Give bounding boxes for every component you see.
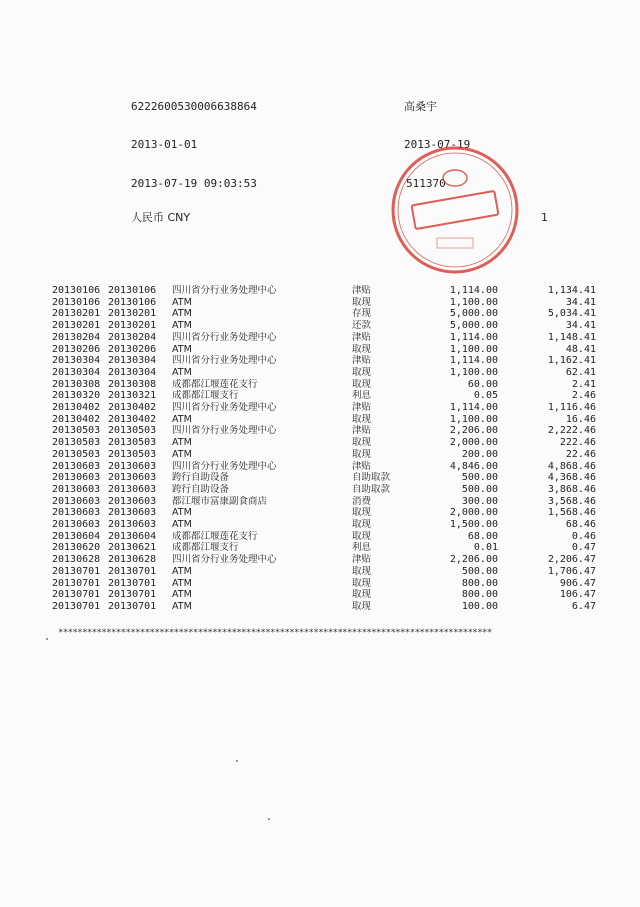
page-number: 1 bbox=[541, 211, 548, 224]
tx-balance: 106.47 bbox=[559, 589, 596, 601]
tx-description: ATM bbox=[172, 437, 192, 449]
tx-type: 取现 bbox=[352, 378, 372, 390]
tx-balance: 6.47 bbox=[571, 600, 596, 612]
transaction-table bbox=[52, 285, 596, 613]
table-row bbox=[52, 472, 596, 484]
tx-amount: 1,100.00 bbox=[449, 296, 498, 308]
tx-value-date: 20130308 bbox=[108, 378, 157, 390]
table-row bbox=[52, 484, 596, 496]
tx-amount: 68.00 bbox=[467, 530, 498, 542]
tx-date: 20130304 bbox=[52, 355, 101, 367]
tx-amount: 500.00 bbox=[461, 472, 498, 484]
tx-value-date: 20130503 bbox=[108, 448, 157, 460]
tx-value-date: 20130201 bbox=[108, 308, 157, 320]
table-row bbox=[52, 379, 596, 391]
tx-description: 跨行自助设备 bbox=[172, 472, 230, 484]
tx-balance: 68.46 bbox=[565, 519, 596, 531]
tx-description: ATM bbox=[172, 448, 192, 460]
tx-description: 四川省分行业务处理中心 bbox=[172, 355, 277, 367]
tx-description: ATM bbox=[172, 320, 192, 332]
tx-description: 成都都江堰莲花支行 bbox=[172, 378, 258, 390]
tx-date: 20130201 bbox=[52, 320, 101, 332]
tx-amount: 1,114.00 bbox=[449, 355, 498, 367]
tx-type: 取现 bbox=[352, 448, 372, 460]
scan-speck bbox=[46, 638, 48, 640]
tx-date: 20130503 bbox=[52, 437, 101, 449]
tx-date: 20130206 bbox=[52, 343, 101, 355]
tx-description: 成都都江堰支行 bbox=[172, 390, 239, 402]
tx-type: 自助取款 bbox=[352, 483, 391, 495]
tx-value-date: 20130106 bbox=[108, 285, 157, 296]
table-row bbox=[52, 297, 596, 309]
tx-type: 消费 bbox=[352, 495, 372, 507]
tx-date: 20130701 bbox=[52, 600, 101, 612]
tx-amount: 2,000.00 bbox=[449, 437, 498, 449]
tx-date: 20130106 bbox=[52, 285, 101, 296]
tx-description: ATM bbox=[172, 366, 192, 378]
table-row bbox=[52, 601, 596, 613]
table-row bbox=[52, 578, 596, 590]
tx-description: ATM bbox=[172, 296, 192, 308]
tx-date: 20130201 bbox=[52, 308, 101, 320]
tx-description: 四川省分行业务处理中心 bbox=[172, 460, 277, 472]
tx-type: 津贴 bbox=[352, 554, 372, 566]
account-number: 6222600530006638864 bbox=[131, 100, 257, 113]
tx-value-date: 20130603 bbox=[108, 483, 157, 495]
tx-value-date: 20130603 bbox=[108, 460, 157, 472]
tx-value-date: 20130621 bbox=[108, 542, 157, 554]
table-row bbox=[52, 461, 596, 473]
tx-value-date: 20130603 bbox=[108, 472, 157, 484]
table-row bbox=[52, 531, 596, 543]
tx-balance: 1,706.47 bbox=[547, 565, 596, 577]
tx-amount: 300.00 bbox=[461, 495, 498, 507]
tx-amount: 1,500.00 bbox=[449, 519, 498, 531]
tx-type: 利息 bbox=[352, 390, 372, 402]
tx-type: 取现 bbox=[352, 507, 372, 519]
tx-date: 20130701 bbox=[52, 577, 101, 589]
tx-date: 20130402 bbox=[52, 402, 101, 414]
tx-amount: 1,114.00 bbox=[449, 402, 498, 414]
tx-description: 四川省分行业务处理中心 bbox=[172, 402, 277, 414]
tx-balance: 3,868.46 bbox=[547, 483, 596, 495]
table-row bbox=[52, 437, 596, 449]
table-row bbox=[52, 589, 596, 601]
tx-description: ATM bbox=[172, 413, 192, 425]
tx-value-date: 20130701 bbox=[108, 565, 157, 577]
tx-value-date: 20130603 bbox=[108, 495, 157, 507]
end-of-statement-line: ****************************************************************************************** bbox=[58, 628, 492, 638]
tx-balance: 1,148.41 bbox=[547, 331, 596, 343]
tx-amount: 2,000.00 bbox=[449, 507, 498, 519]
tx-balance: 1,116.46 bbox=[547, 402, 596, 414]
tx-value-date: 20130603 bbox=[108, 519, 157, 531]
tx-amount: 0.01 bbox=[473, 542, 498, 554]
tx-date: 20130402 bbox=[52, 413, 101, 425]
tx-balance: 906.47 bbox=[559, 577, 596, 589]
tx-amount: 4,846.00 bbox=[449, 460, 498, 472]
tx-value-date: 20130701 bbox=[108, 577, 157, 589]
table-row bbox=[52, 390, 596, 402]
tx-date: 20130603 bbox=[52, 483, 101, 495]
tx-balance: 1,134.41 bbox=[547, 285, 596, 296]
tx-description: 成都都江堰莲花支行 bbox=[172, 530, 258, 542]
tx-amount: 2,206.00 bbox=[449, 425, 498, 437]
tx-description: 成都都江堰支行 bbox=[172, 542, 239, 554]
tx-type: 津贴 bbox=[352, 425, 372, 437]
tx-value-date: 20130201 bbox=[108, 320, 157, 332]
tx-description: ATM bbox=[172, 577, 192, 589]
tx-value-date: 20130304 bbox=[108, 366, 157, 378]
tx-date: 20130304 bbox=[52, 366, 101, 378]
tx-type: 津贴 bbox=[352, 460, 372, 472]
tx-date: 20130603 bbox=[52, 507, 101, 519]
tx-description: ATM bbox=[172, 519, 192, 531]
tx-value-date: 20130503 bbox=[108, 437, 157, 449]
tx-amount: 1,114.00 bbox=[449, 331, 498, 343]
tx-value-date: 20130402 bbox=[108, 402, 157, 414]
tx-balance: 1,568.46 bbox=[547, 507, 596, 519]
tx-type: 还款 bbox=[352, 320, 372, 332]
tx-description: 四川省分行业务处理中心 bbox=[172, 285, 277, 296]
table-row bbox=[52, 554, 596, 566]
tx-description: ATM bbox=[172, 343, 192, 355]
tx-value-date: 20130628 bbox=[108, 554, 157, 566]
tx-type: 取现 bbox=[352, 437, 372, 449]
table-row bbox=[52, 308, 596, 320]
tx-amount: 2,206.00 bbox=[449, 554, 498, 566]
tx-amount: 5,000.00 bbox=[449, 308, 498, 320]
tx-type: 取现 bbox=[352, 530, 372, 542]
tx-description: ATM bbox=[172, 507, 192, 519]
tx-value-date: 20130204 bbox=[108, 331, 157, 343]
tx-balance: 2.41 bbox=[571, 378, 596, 390]
tx-amount: 100.00 bbox=[461, 600, 498, 612]
tx-value-date: 20130701 bbox=[108, 589, 157, 601]
tx-balance: 2,206.47 bbox=[547, 554, 596, 566]
start-date: 2013-01-01 bbox=[131, 138, 198, 151]
tx-balance: 0.46 bbox=[571, 530, 596, 542]
tx-amount: 800.00 bbox=[461, 577, 498, 589]
tx-amount: 60.00 bbox=[467, 378, 498, 390]
tx-value-date: 20130304 bbox=[108, 355, 157, 367]
tx-date: 20130701 bbox=[52, 589, 101, 601]
tx-value-date: 20130503 bbox=[108, 425, 157, 437]
tx-value-date: 20130402 bbox=[108, 413, 157, 425]
tx-date: 20130620 bbox=[52, 542, 101, 554]
tx-date: 20130604 bbox=[52, 530, 101, 542]
tx-type: 取现 bbox=[352, 600, 372, 612]
tx-date: 20130503 bbox=[52, 425, 101, 437]
tx-date: 20130603 bbox=[52, 495, 101, 507]
tx-date: 20130503 bbox=[52, 448, 101, 460]
table-row bbox=[52, 355, 596, 367]
tx-balance: 2.46 bbox=[571, 390, 596, 402]
tx-date: 20130106 bbox=[52, 296, 101, 308]
tx-type: 津贴 bbox=[352, 285, 372, 296]
tx-amount: 1,100.00 bbox=[449, 366, 498, 378]
table-row bbox=[52, 367, 596, 379]
table-row bbox=[52, 449, 596, 461]
tx-amount: 1,100.00 bbox=[449, 413, 498, 425]
tx-value-date: 20130701 bbox=[108, 600, 157, 612]
tx-balance: 222.46 bbox=[559, 437, 596, 449]
tx-description: 四川省分行业务处理中心 bbox=[172, 331, 277, 343]
table-row bbox=[52, 332, 596, 344]
scan-speck bbox=[236, 760, 238, 762]
tx-date: 20130603 bbox=[52, 460, 101, 472]
bank-seal-stamp bbox=[385, 140, 525, 280]
tx-type: 津贴 bbox=[352, 331, 372, 343]
tx-balance: 48.41 bbox=[565, 343, 596, 355]
tx-date: 20130628 bbox=[52, 554, 101, 566]
scan-speck bbox=[268, 818, 270, 820]
tx-type: 取现 bbox=[352, 296, 372, 308]
tx-type: 津贴 bbox=[352, 355, 372, 367]
tx-type: 存现 bbox=[352, 308, 372, 320]
tx-value-date: 20130603 bbox=[108, 507, 157, 519]
table-row bbox=[52, 496, 596, 508]
tx-amount: 0.05 bbox=[473, 390, 498, 402]
tx-description: ATM bbox=[172, 589, 192, 601]
table-row bbox=[52, 507, 596, 519]
tx-date: 20130320 bbox=[52, 390, 101, 402]
tx-description: 四川省分行业务处理中心 bbox=[172, 554, 277, 566]
tx-type: 津贴 bbox=[352, 402, 372, 414]
tx-amount: 800.00 bbox=[461, 589, 498, 601]
tx-type: 取现 bbox=[352, 343, 372, 355]
tx-date: 20130603 bbox=[52, 519, 101, 531]
currency: 人民币 CNY bbox=[131, 211, 191, 224]
tx-amount: 1,100.00 bbox=[449, 343, 498, 355]
tx-type: 取现 bbox=[352, 519, 372, 531]
tx-type: 利息 bbox=[352, 542, 372, 554]
tx-value-date: 20130604 bbox=[108, 530, 157, 542]
tx-description: 四川省分行业务处理中心 bbox=[172, 425, 277, 437]
tx-balance: 16.46 bbox=[565, 413, 596, 425]
tx-description: ATM bbox=[172, 600, 192, 612]
tx-balance: 62.41 bbox=[565, 366, 596, 378]
tx-amount: 200.00 bbox=[461, 448, 498, 460]
tx-value-date: 20130321 bbox=[108, 390, 157, 402]
tx-balance: 34.41 bbox=[565, 296, 596, 308]
tx-balance: 2,222.46 bbox=[547, 425, 596, 437]
tx-type: 取现 bbox=[352, 565, 372, 577]
tx-value-date: 20130206 bbox=[108, 343, 157, 355]
table-row bbox=[52, 542, 596, 554]
table-row bbox=[52, 566, 596, 578]
tx-type: 取现 bbox=[352, 589, 372, 601]
tx-amount: 5,000.00 bbox=[449, 320, 498, 332]
code-text: 511370 bbox=[406, 177, 446, 190]
table-row bbox=[52, 425, 596, 437]
tx-balance: 4,368.46 bbox=[547, 472, 596, 484]
tx-date: 20130701 bbox=[52, 565, 101, 577]
tx-type: 取现 bbox=[352, 577, 372, 589]
tx-balance: 1,162.41 bbox=[547, 355, 596, 367]
print-time: 2013-07-19 09:03:53 bbox=[131, 177, 257, 190]
table-row bbox=[52, 344, 596, 356]
tx-type: 自助取款 bbox=[352, 472, 391, 484]
table-row bbox=[52, 402, 596, 414]
tx-date: 20130603 bbox=[52, 472, 101, 484]
tx-balance: 34.41 bbox=[565, 320, 596, 332]
tx-amount: 1,114.00 bbox=[449, 285, 498, 296]
table-row bbox=[52, 285, 596, 297]
tx-description: ATM bbox=[172, 565, 192, 577]
tx-balance: 5,034.41 bbox=[547, 308, 596, 320]
tx-date: 20130308 bbox=[52, 378, 101, 390]
tx-value-date: 20130106 bbox=[108, 296, 157, 308]
end-date: 2013-07-19 bbox=[404, 138, 471, 151]
tx-amount: 500.00 bbox=[461, 483, 498, 495]
tx-description: 跨行自助设备 bbox=[172, 483, 230, 495]
account-holder-name: 高桑宇 bbox=[404, 100, 437, 113]
tx-type: 取现 bbox=[352, 366, 372, 378]
tx-balance: 4,868.46 bbox=[547, 460, 596, 472]
tx-description: 都江堰市富康副食商店 bbox=[172, 495, 268, 507]
table-row bbox=[52, 519, 596, 531]
table-row bbox=[52, 320, 596, 332]
tx-balance: 3,568.46 bbox=[547, 495, 596, 507]
tx-type: 取现 bbox=[352, 413, 372, 425]
tx-balance: 22.46 bbox=[565, 448, 596, 460]
tx-date: 20130204 bbox=[52, 331, 101, 343]
tx-amount: 500.00 bbox=[461, 565, 498, 577]
tx-balance: 0.47 bbox=[571, 542, 596, 554]
table-row bbox=[52, 414, 596, 426]
tx-description: ATM bbox=[172, 308, 192, 320]
